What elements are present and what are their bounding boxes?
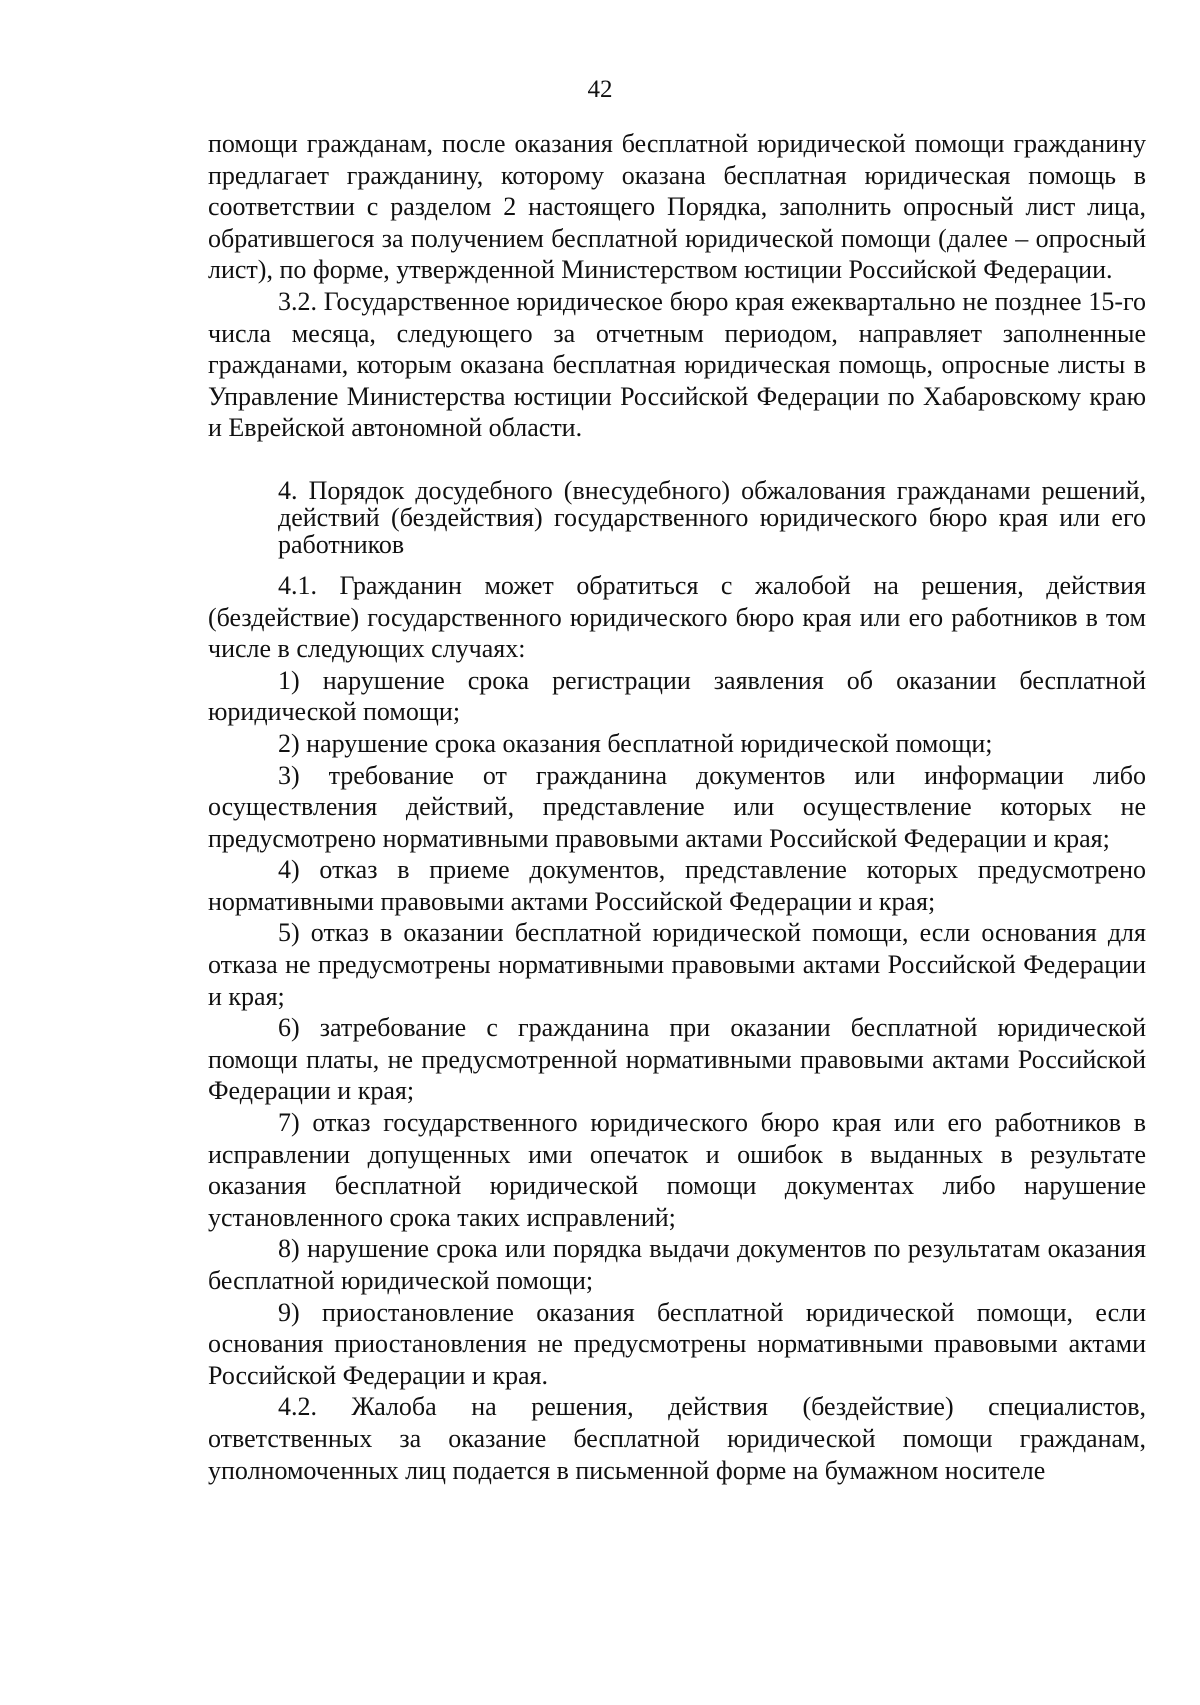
list-item-7: 7) отказ государственного юридического бюро края или его работников в исправлении допущенных ими опечаток и ошибок в выданных в результате оказания бесплатной юридической помощи документах либо нарушение установленного срока таких исправлений; (208, 1108, 1146, 1232)
list-item-6: 6) затребование с гражданина при оказании бесплатной юридической помощи платы, не предусмотренной нормативными правовыми актами Российской Федерации и края; (208, 1013, 1146, 1106)
list-item-2: 2) нарушение срока оказания бесплатной юридической помощи; (278, 728, 993, 758)
document-body (208, 128, 1146, 1486)
paragraph-4-2: 4.2. Жалоба на решения, действия (бездействие) специалистов, ответственных за оказание бесплатной юридической помощи гражданам, уполномоченных лиц подается в письменной форме на бумажном носителе (208, 1392, 1146, 1485)
page-number: 42 (587, 76, 613, 103)
list-item-5: 5) отказ в оказании бесплатной юридической помощи, если основания для отказа не предусмотрены нормативными правовыми актами Российской Федерации и края; (208, 918, 1146, 1011)
list-item-4: 4) отказ в приеме документов, представление которых предусмотрено нормативными правовыми актами Российской Федерации и края; (208, 855, 1146, 916)
list-item-9: 9) приостановление оказания бесплатной юридической помощи, если основания приостановления не предусмотрены нормативными правовыми актами Российской Федерации и края. (208, 1297, 1146, 1390)
paragraph-4-1: 4.1. Гражданин может обратиться с жалобой на решения, действия (бездействие) государственного юридического бюро края или его работников в том числе в следующих случаях: (208, 570, 1146, 664)
list-item-3: 3) требование от гражданина документов или информации либо осуществления действий, представление или осуществление которых не предусмотрено нормативными правовыми актами Российской Федерации и края; (208, 760, 1146, 853)
list-item-1: 1) нарушение срока регистрации заявления об оказании бесплатной юридической помощи; (208, 665, 1146, 727)
section-heading: 4. Порядок досудебного (внесудебного) обжалования гражданами решений, действий (бездействия) государственного юридического бюро края или его работников (278, 475, 1146, 559)
paragraph-3-2: 3.2. Государственное юридическое бюро края ежеквартально не позднее 15-го числа месяца, следующего за отчетным периодом, направляет заполненные гражданами, которым оказана бесплатная юридическая помощь, опросные листы в Управление Министерства юстиции Российской Федерации по Хабаровскому краю и Еврейской автономной области. (208, 286, 1146, 443)
paragraph-continuation: помощи гражданам, после оказания бесплатной юридической помощи гражданину предлагает гражданину, которому оказана бесплатная юридическая помощь в соответствии с разделом 2 настоящего Порядка, заполнить опросный лист лица, обратившегося за получением бесплатной юридической помощи (далее – опросный лист), по форме, утвержденной Министерством юстиции Российской Федерации. (208, 129, 1146, 285)
list-item-8: 8) нарушение срока или порядка выдачи документов по результатам оказания бесплатной юридической помощи; (208, 1234, 1146, 1295)
